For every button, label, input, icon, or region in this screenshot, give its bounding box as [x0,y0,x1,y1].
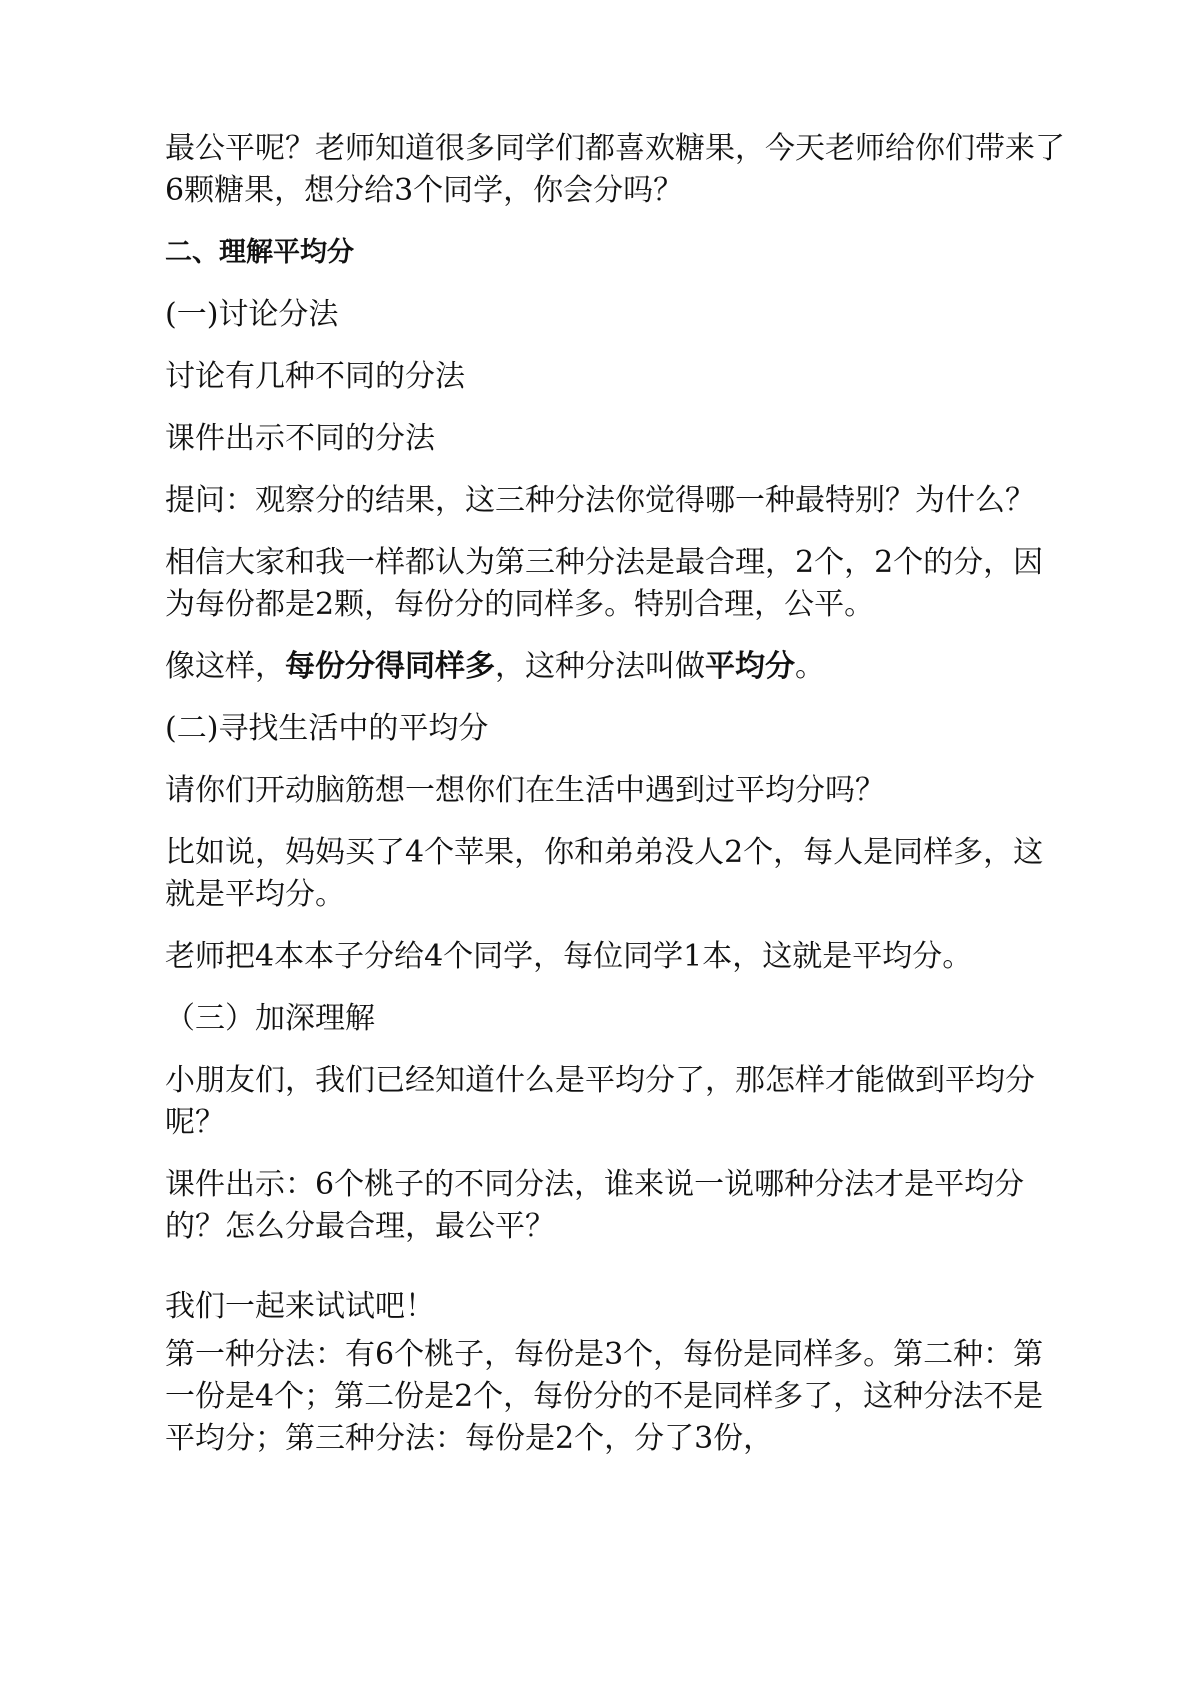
paragraph-definition [165,646,1065,708]
paragraph-apple-example: 比如说，妈妈买了4个苹果，你和弟弟没人2个，每人是同样多，这就是平均分。 [165,835,1044,912]
definition-bold-equal: 每份分得同样多 [285,649,495,684]
subsection-heading-discuss: (一)讨论分法 [165,297,339,332]
paragraph-how-to: 小朋友们，我们已经知道什么是平均分了，那怎样才能做到平均分呢？ [165,1063,1035,1140]
intro-paragraph: 最公平呢？老师知道很多同学们都喜欢糖果，今天老师给你们带来了6颗糖果，想分给3个同学，你会分吗？ [165,131,1065,208]
paragraph-discuss-methods: 讨论有几种不同的分法 [165,359,465,394]
definition-bold-term: 平均分 [705,649,795,684]
definition-text-before: 像这样， [165,649,285,684]
subsection-heading-life: (二)寻找生活中的平均分 [165,711,489,746]
document-body [165,128,1065,1480]
paragraph-show-methods: 课件出示不同的分法 [165,421,435,456]
paragraph-third-method: 相信大家和我一样都认为第三种分法是最合理，2个，2个的分，因为每份都是2颗，每份分的同样多。特别合理，公平。 [165,545,1044,622]
paragraph-question: 提问：观察分的结果，这三种分法你觉得哪一种最特别？为什么？ [165,483,1035,518]
paragraph-notebook-example: 老师把4本本子分给4个同学，每位同学1本，这就是平均分。 [165,939,973,974]
paragraph-think: 请你们开动脑筋想一想你们在生活中遇到过平均分吗？ [165,773,885,808]
definition-text-middle: ，这种分法叫做 [495,649,705,684]
paragraph-peach-question: 课件出示：6个桃子的不同分法，谁来说一说哪种分法才是平均分的？怎么分最合理，最公平？ [165,1167,1025,1244]
section-heading: 二、理解平均分 [165,237,354,268]
paragraph-try: 我们一起来试试吧！ [165,1289,435,1324]
subsection-heading-deepen: （三）加深理解 [165,1001,375,1036]
paragraph-peach-methods: 第一种分法：有6个桃子，每份是3个，每份是同样多。第二种：第一份是4个；第二份是2个，每份分的不是同样多了，这种分法不是平均分；第三种分法：每份是2个，分了3份， [165,1337,1044,1456]
definition-text-after: 。 [795,649,825,684]
